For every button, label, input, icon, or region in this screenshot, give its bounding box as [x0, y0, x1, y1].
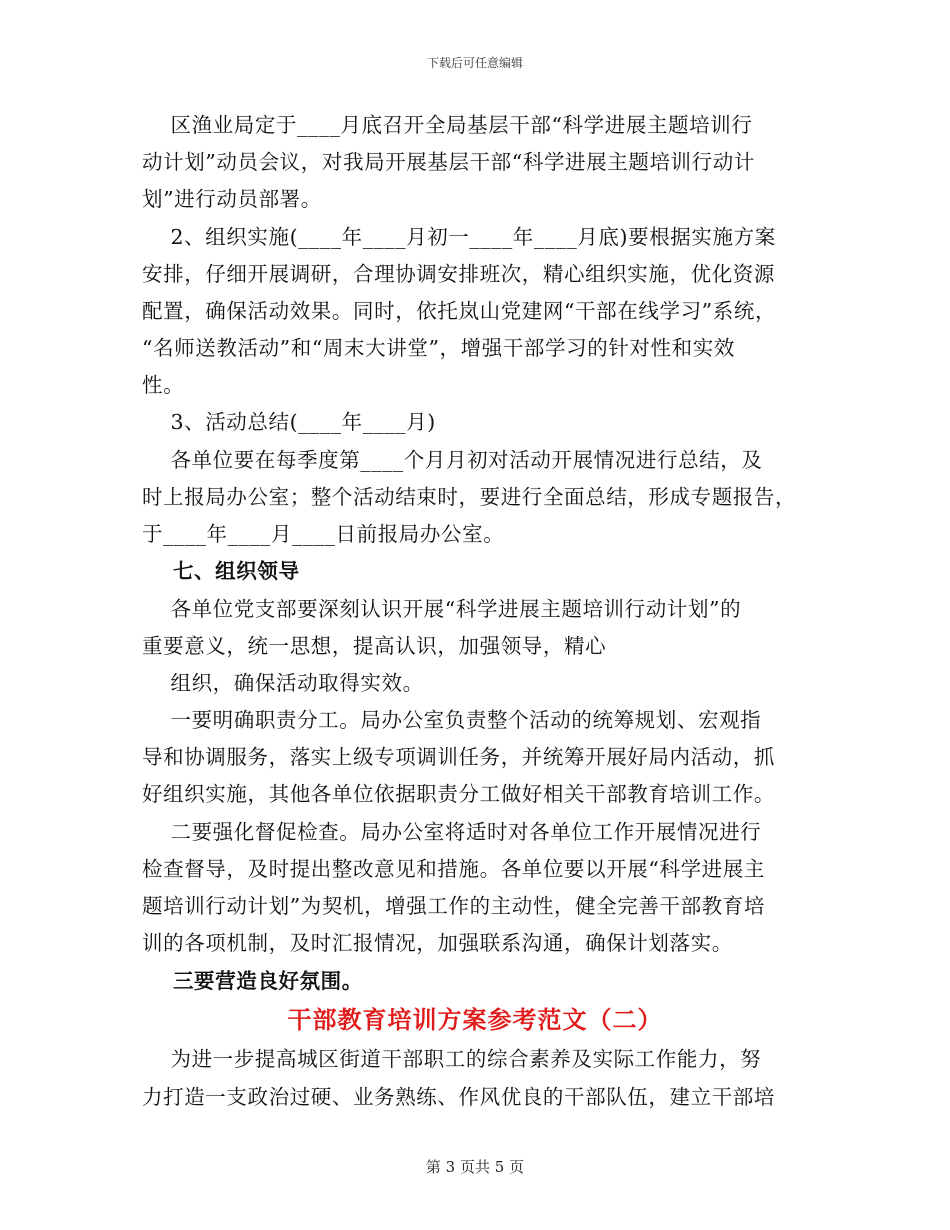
emphasis-line: 三要营造良好氛围。	[142, 969, 363, 993]
paragraph-line: 性。	[142, 373, 185, 397]
page-header: 下载后可任意编辑	[426, 56, 523, 70]
paragraph-line: 训的各项机制，及时汇报情况，加强联系沟通，确保计划落实。	[142, 931, 733, 955]
paragraph-line: 题培训行动计划”为契机，增强工作的主动性，健全完善干部教育培	[142, 894, 765, 918]
page-footer: 第 3 页共 5 页	[425, 1158, 525, 1176]
paragraph-line: 重要意义，统一思想，提高认识，加强领导，精心	[142, 634, 607, 658]
paragraph-line: 力打造一支政治过硬、业务熟练、作风优良的干部队伍，建立干部培	[142, 1085, 775, 1109]
paragraph-line: 好组织实施，其他各单位依据职责分工做好相关干部教育培训工作。	[142, 782, 775, 806]
paragraph-line: 组织，确保活动取得实效。	[142, 671, 424, 695]
paragraph-line: 配置，确保活动效果。同时，依托岚山党建网“干部在线学习”系统，	[142, 299, 777, 323]
paragraph-line: 各单位要在每季度第____个月月初对活动开展情况进行总结，及	[142, 448, 763, 472]
paragraph-line: 区渔业局定于____月底召开全局基层干部“科学进展主题培训行	[142, 113, 753, 137]
paragraph-line: 安排，仔细开展调研，合理协调安排班次，精心组织实施，优化资源	[142, 262, 775, 286]
section-heading: 七、组织领导	[142, 559, 300, 583]
paragraph-line: 时上报局办公室；整个活动结束时，要进行全面总结，形成专题报告，	[142, 485, 797, 509]
paragraph-line: 为进一步提高城区街道干部职工的综合素养及实际工作能力，努	[142, 1047, 762, 1071]
paragraph-line: 二要强化督促检查。局办公室将适时对各单位工作开展情况进行	[142, 820, 762, 844]
paragraph-line: 3、活动总结(____年____月)	[142, 410, 436, 434]
paragraph-line: “名师送教活动”和“周末大讲堂”，增强干部学习的针对性和实效	[142, 336, 735, 360]
paragraph-line: 划”进行动员部署。	[142, 187, 322, 211]
paragraph-line: 于____年____月____日前报局办公室。	[142, 522, 505, 546]
paragraph-line: 导和协调服务，落实上级专项调训任务，并统筹开展好局内活动，抓	[142, 745, 775, 769]
section-title: 干部教育培训方案参考范文（二）	[287, 1005, 663, 1034]
paragraph-line: 动计划”动员会议，对我局开展基层干部“科学进展主题培训行动计	[142, 150, 755, 174]
paragraph-line: 检查督导，及时提出整改意见和措施。各单位要以开展“科学进展主	[142, 857, 765, 881]
paragraph-line: 一要明确职责分工。局办公室负责整个活动的统筹规划、宏观指	[142, 708, 762, 732]
paragraph-line: 各单位党支部要深刻认识开展“科学进展主题培训行动计划”的	[142, 597, 742, 621]
paragraph-line: 2、组织实施(____年____月初一____年____月底)要根据实施方案	[142, 225, 776, 249]
